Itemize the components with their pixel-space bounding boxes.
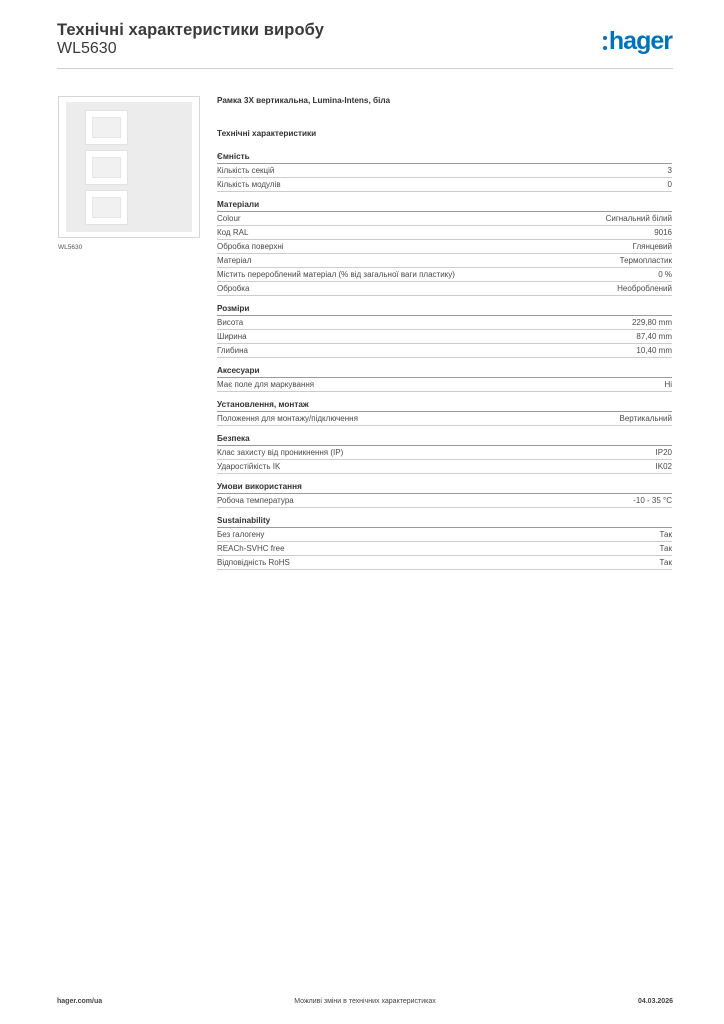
spec-label: Обробка <box>217 284 250 293</box>
spec-label: Colour <box>217 214 241 223</box>
spec-value: Так <box>659 558 672 567</box>
logo-text: hager <box>608 27 672 55</box>
footer-note: Можливі зміни в технічних характеристиках <box>294 998 436 1005</box>
spec-row <box>217 556 672 570</box>
spec-value: Вертикальний <box>619 414 672 423</box>
frame-slot-2 <box>85 150 128 185</box>
spec-label: Робоча температура <box>217 496 294 505</box>
section-title: Умови використання <box>217 481 672 494</box>
spec-label: Код RAL <box>217 228 249 237</box>
spec-row <box>217 330 672 344</box>
spec-value: Термопластик <box>619 256 672 265</box>
spec-value: 10,40 mm <box>636 346 672 355</box>
spec-label: Кількість модулів <box>217 180 281 189</box>
product-image <box>58 96 200 238</box>
section-title: Sustainability <box>217 515 672 528</box>
image-caption: WL5630 <box>58 244 83 251</box>
spec-sections <box>217 151 672 570</box>
product-name: Рамка 3Х вертикальна, Lumina-Intens, біла <box>217 96 391 105</box>
spec-label: Ударостійкість IK <box>217 462 281 471</box>
hager-logo[interactable] <box>603 27 672 55</box>
spec-section <box>217 365 672 392</box>
spec-row <box>217 226 672 240</box>
spec-section <box>217 303 672 358</box>
spec-value: Сигнальний білий <box>605 214 672 223</box>
spec-row <box>217 212 672 226</box>
spec-row <box>217 164 672 178</box>
spec-row <box>217 316 672 330</box>
spec-row <box>217 494 672 508</box>
spec-label: Містить перероблений матеріал (% від загальної ваги пластику) <box>217 270 455 279</box>
spec-row <box>217 344 672 358</box>
spec-row <box>217 240 672 254</box>
spec-section <box>217 151 672 192</box>
section-title: Установлення, монтаж <box>217 399 672 412</box>
footer-website-link[interactable]: hager.com/ua <box>57 998 103 1005</box>
spec-value: 0 % <box>658 270 672 279</box>
spec-value: 0 <box>667 180 672 189</box>
spec-row <box>217 528 672 542</box>
spec-value: IK02 <box>655 462 672 471</box>
spec-value: 3 <box>667 166 672 175</box>
spec-label: Висота <box>217 318 244 327</box>
spec-label: Глибина <box>217 346 248 355</box>
section-title: Матеріали <box>217 199 672 212</box>
frame-illustration <box>66 102 192 232</box>
footer-date: 04.03.2026 <box>637 998 673 1005</box>
logo-dots-icon <box>603 36 607 50</box>
spec-label: Положення для монтажу/підключення <box>217 414 358 423</box>
frame-slot-3 <box>85 190 128 225</box>
spec-row <box>217 542 672 556</box>
spec-row <box>217 460 672 474</box>
spec-content <box>217 96 672 577</box>
spec-row <box>217 178 672 192</box>
spec-label: Має поле для маркування <box>217 380 315 389</box>
section-title: Ємність <box>217 151 672 164</box>
spec-row <box>217 282 672 296</box>
section-title: Розміри <box>217 303 672 316</box>
tech-specs-title: Технічні характеристики <box>217 129 317 138</box>
spec-value: 9016 <box>654 228 672 237</box>
spec-row <box>217 446 672 460</box>
spec-value: Необроблений <box>617 284 672 293</box>
product-code: WL5630 <box>57 40 117 57</box>
spec-label: Клас захисту від проникнення (IP) <box>217 448 344 457</box>
spec-section <box>217 515 672 570</box>
spec-row <box>217 254 672 268</box>
spec-value: Ні <box>664 380 672 389</box>
spec-label: Без галогену <box>217 530 265 539</box>
spec-value: Так <box>659 544 672 553</box>
spec-label: REACh-SVHC free <box>217 544 285 553</box>
spec-row <box>217 378 672 392</box>
spec-section <box>217 199 672 296</box>
spec-label: Обробка поверхні <box>217 242 284 251</box>
spec-label: Ширина <box>217 332 247 341</box>
spec-section <box>217 433 672 474</box>
header-divider <box>57 68 673 69</box>
spec-row <box>217 412 672 426</box>
frame-slot-1 <box>85 110 128 145</box>
spec-section <box>217 399 672 426</box>
spec-value: -10 - 35 °C <box>633 496 672 505</box>
spec-value: 229,80 mm <box>631 318 672 327</box>
section-title: Безпека <box>217 433 672 446</box>
spec-value: 87,40 mm <box>636 332 672 341</box>
spec-label: Кількість секцій <box>217 166 275 175</box>
page-title: Технічні характеристики виробу <box>57 21 324 39</box>
spec-label: Відповідність RoHS <box>217 558 290 567</box>
spec-value: Глянцевий <box>632 242 672 251</box>
spec-section <box>217 481 672 508</box>
spec-value: IP20 <box>655 448 672 457</box>
spec-row <box>217 268 672 282</box>
spec-value: Так <box>659 530 672 539</box>
section-title: Аксесуари <box>217 365 672 378</box>
spec-label: Матеріал <box>217 256 252 265</box>
